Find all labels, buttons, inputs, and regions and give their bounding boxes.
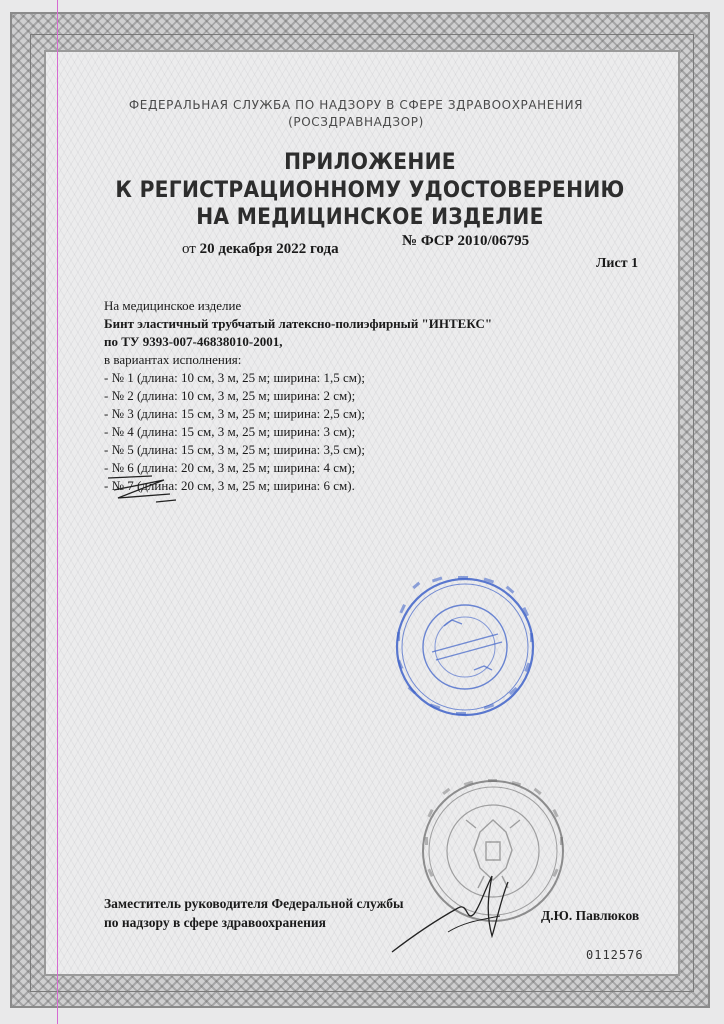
intro-text: На медицинское изделие bbox=[104, 298, 242, 313]
variants-intro: в вариантах исполнения: bbox=[104, 352, 242, 367]
end-of-list-scribble bbox=[104, 472, 184, 506]
handwritten-signature bbox=[388, 862, 518, 958]
product-name: Бинт эластичный трубчатый латексно-полиэфирный "ИНТЕКС" bbox=[104, 316, 493, 331]
issue-date bbox=[182, 241, 339, 258]
date-prefix: от bbox=[182, 241, 196, 257]
list-item: - № 5 (длина: 15 см, 3 м, 25 м; ширина: 3,5 см); bbox=[104, 442, 365, 457]
product-spec: по ТУ 9393-007-46838010-2001, bbox=[104, 334, 283, 349]
list-item: - № 2 (длина: 10 см, 3 м, 25 м; ширина: 2 см); bbox=[104, 388, 356, 403]
list-item: - № 4 (длина: 15 см, 3 м, 25 м; ширина: 3 см); bbox=[104, 424, 356, 439]
form-serial-number: 0112576 bbox=[586, 948, 644, 962]
certificate-body bbox=[104, 297, 624, 495]
list-item: - № 1 (длина: 10 см, 3 м, 25 м; ширина: 1,5 см); bbox=[104, 370, 365, 385]
sheet-number: Лист 1 bbox=[596, 256, 639, 271]
document-title-line1: ПРИЛОЖЕНИЕ bbox=[284, 150, 456, 175]
position-line2: по надзору в сфере здравоохранения bbox=[104, 915, 326, 930]
document-title-line3: НА МЕДИЦИНСКОЕ ИЗДЕЛИЕ bbox=[196, 205, 544, 230]
list-item: - № 7 (длина: 20 см, 3 м, 25 м; ширина: 6 см). bbox=[104, 478, 355, 493]
document-title-line2: К РЕГИСТРАЦИОННОМУ УДОСТОВЕРЕНИЮ bbox=[115, 178, 625, 203]
registration-number: № ФСР 2010/06795 bbox=[402, 233, 530, 249]
signatory-position bbox=[104, 894, 404, 932]
signatory-name: Д.Ю. Павлюков bbox=[541, 908, 640, 923]
company-stamp bbox=[392, 574, 538, 720]
list-item: - № 6 (длина: 20 см, 3 м, 25 м; ширина: 4 см); bbox=[104, 460, 356, 475]
date-value: 20 декабря 2022 года bbox=[199, 241, 339, 257]
agency-abbreviation: (РОСЗДРАВНАДЗОР) bbox=[288, 115, 424, 129]
list-item: - № 3 (длина: 15 см, 3 м, 25 м; ширина: 2,5 см); bbox=[104, 406, 365, 421]
position-line1: Заместитель руководителя Федеральной службы bbox=[104, 896, 404, 911]
agency-name: ФЕДЕРАЛЬНАЯ СЛУЖБА ПО НАДЗОРУ В СФЕРЕ ЗДРАВООХРАНЕНИЯ bbox=[128, 98, 584, 112]
margin-line bbox=[57, 0, 58, 1024]
